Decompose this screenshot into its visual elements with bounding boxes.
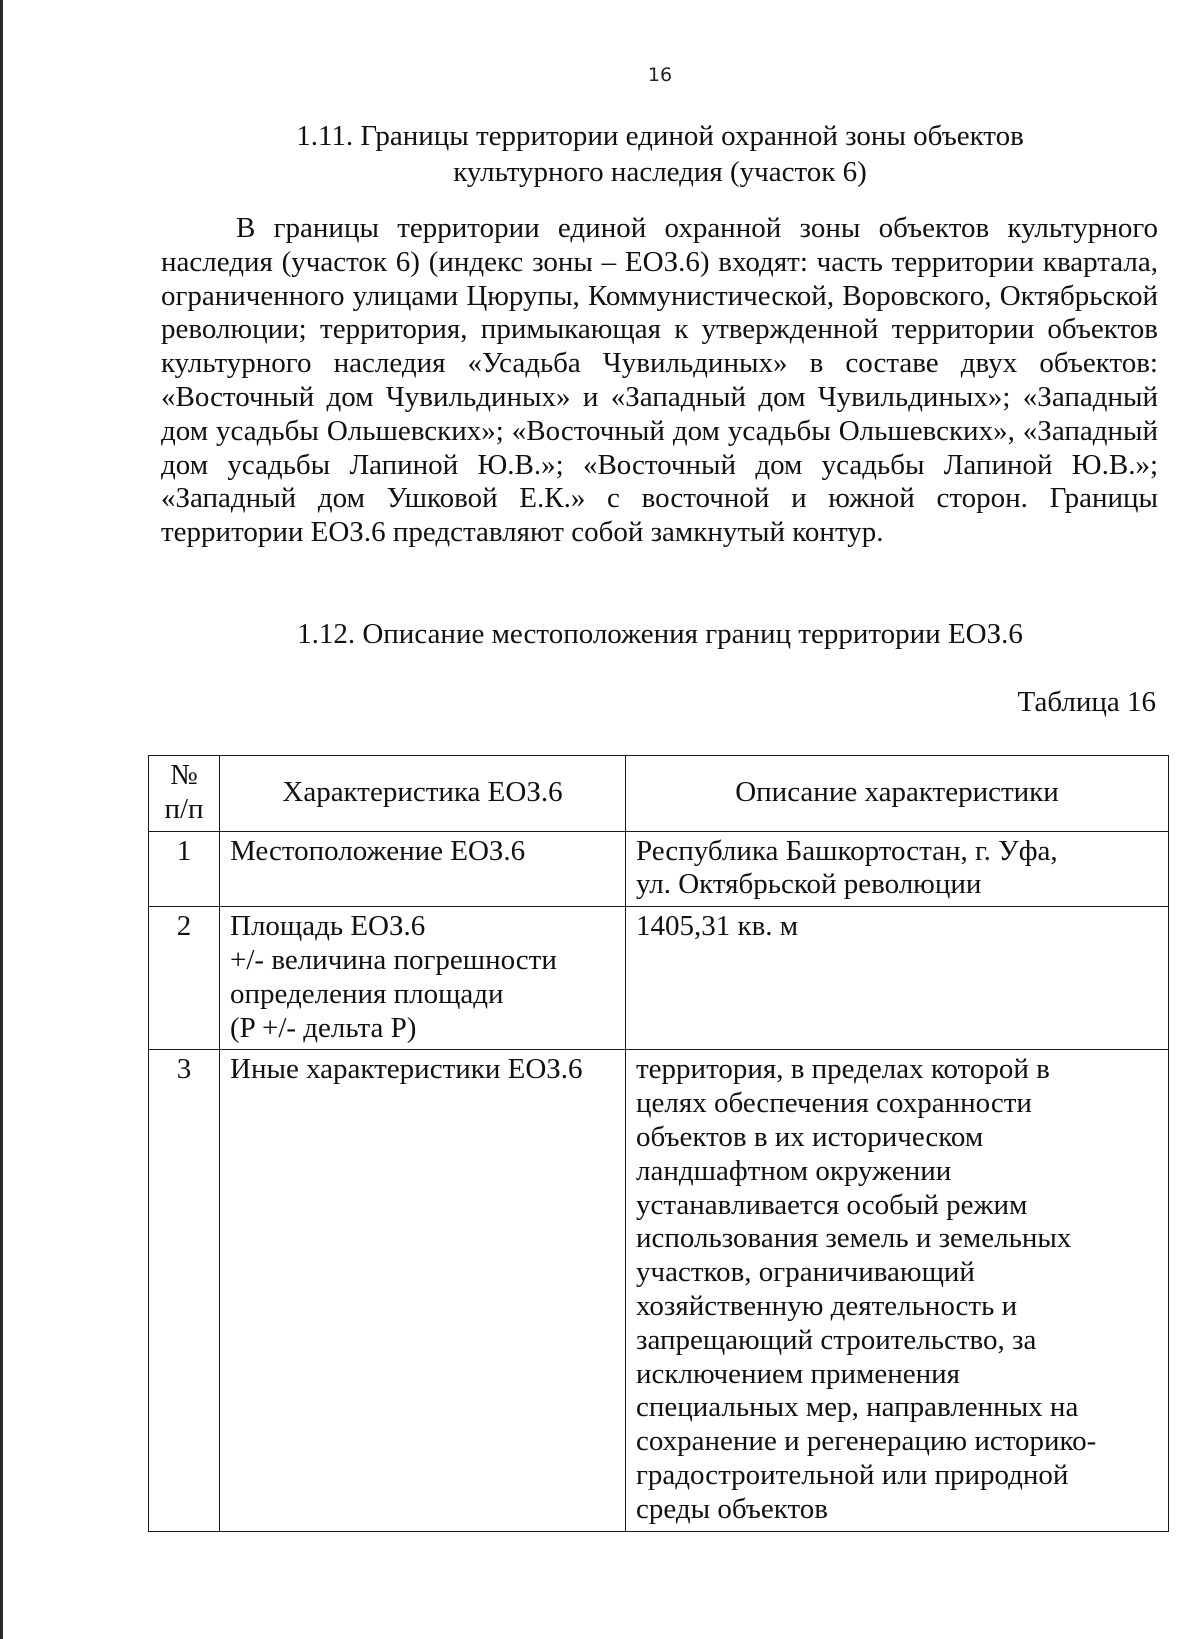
characteristics-table [148,755,1169,1532]
table-row [149,1050,1169,1531]
row-num: 2 [149,907,220,1050]
row-characteristic: Иные характеристики ЕОЗ.6 [220,1050,626,1531]
header-num: № п/п [149,756,220,832]
table-header-row [149,756,1169,832]
row-description: Республика Башкортостан, г. Уфа, ул. Октябрьской революции [626,831,1169,907]
section-1-11-title-line-1: 1.11. Границы территории единой охранной зоны объектов [296,120,1024,152]
page-number: 16 [647,64,673,86]
header-characteristic: Характеристика ЕОЗ.6 [220,756,626,832]
row-characteristic: Площадь ЕОЗ.6 +/- величина погрешности определения площади (P +/- дельта P) [220,907,626,1050]
scan-edge-line [0,0,3,1639]
table-row [149,831,1169,907]
row-num: 3 [149,1050,220,1531]
section-1-11-paragraph: В границы территории единой охранной зоны объектов культурного наследия (участок 6) (индекс зоны – ЕОЗ.6) входят: часть территории квартала, ограниченного улицами Цюрупы, Коммунистической, Воровского, Октябрьской революции; территория, примыкающая к утвержденной территории объектов культурного наследия «Усадьба Чувильдиных» в составе двух объектов: «Восточный дом Чувильдиных» и «Западный дом Чувильдиных»; «Западный дом усадьбы Ольшевских»; «Восточный дом усадьбы Ольшевских», «Западный дом усадьбы Лапиной Ю.В.»; «Восточный дом усадьбы Лапиной Ю.В.»; «Западный дом Ушковой Е.К.» с восточной и южной сторон. Границы территории ЕОЗ.6 представляют собой замкнутый контур. [161,212,1158,549]
row-description: 1405,31 кв. м [626,907,1169,1050]
section-1-11-title [160,118,1160,190]
row-num: 1 [149,831,220,907]
section-1-12-title: 1.12. Описание местоположения границ территории ЕОЗ.6 [297,618,1023,650]
row-characteristic: Местоположение ЕОЗ.6 [220,831,626,907]
table-row [149,907,1169,1050]
table-caption: Таблица 16 [1017,686,1156,718]
row-description: территория, в пределах которой в целях обеспечения сохранности объектов в их историческом ландшафтном окружении устанавливается особый режим использования земель и земельных участков, ограничивающий хозяйственную деятельность и запрещающий строительство, за исключением применения специальных мер, направленных на сохранение и регенерацию историко- градостроительной или природной среды объектов [626,1050,1169,1531]
section-1-11-title-line-2: культурного наследия (участок 6) [453,156,867,188]
header-description: Описание характеристики [626,756,1169,832]
